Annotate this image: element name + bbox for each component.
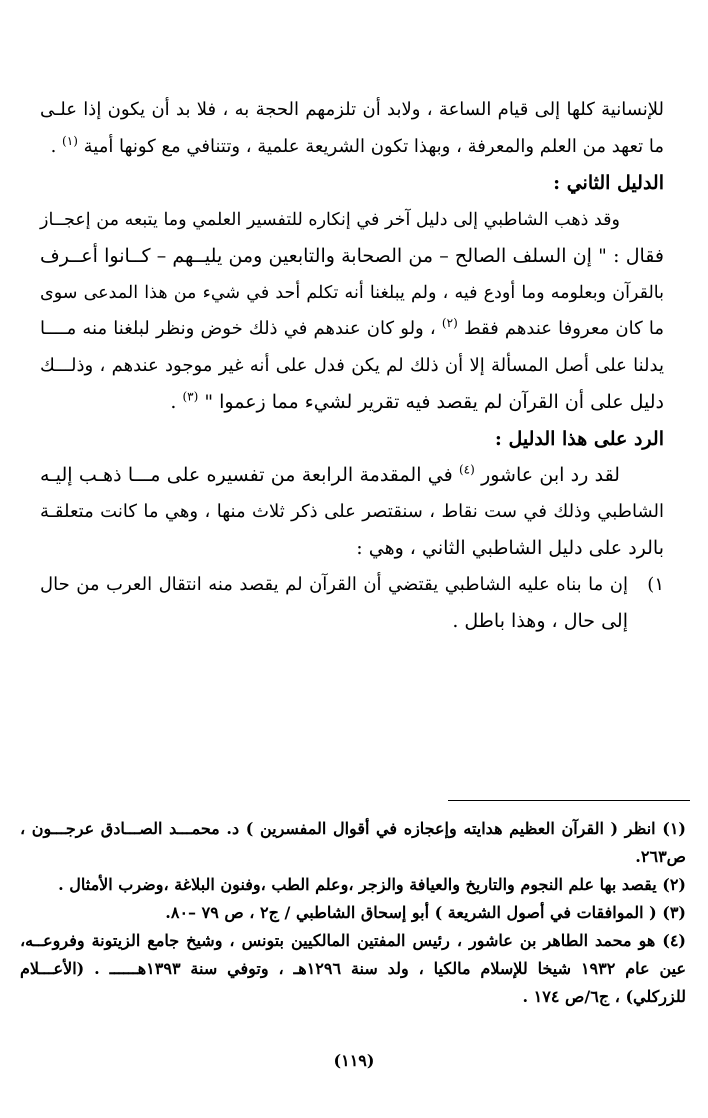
paragraph-line: فقال : " إن السلف الصالح – من الصحابة والتابعين ومن يليــهم – كــانوا أعــرف <box>40 245 664 267</box>
list-item: ١) إن ما بناه عليه الشاطبي يقتضي أن القرآن لم يقصد منه انتقال العرب من حال <box>40 567 664 604</box>
body-text <box>40 92 664 640</box>
section-heading: الرد على هذا الدليل : <box>494 427 664 450</box>
paragraph-line: ما تعهد من العلم والمعرفة ، وبهذا تكون الشريعة علمية ، وتتنافي مع كونها أمية $^{(١)}$ . <box>50 133 664 157</box>
footnote-ref: (٤) <box>458 462 475 477</box>
paragraph-line: بالرد على دليل الشاطبي الثاني ، وهي : <box>356 537 664 559</box>
footnote-line: للزركلي) ، ج٦/ص ١٧٤ . <box>522 987 686 1006</box>
paragraph-line: ما كان معروفا عندهم فقط $^{(٢)}$ ، ولو كان عندهم في ذلك خوض ونظر لبلغنا منه مــــا <box>40 316 664 339</box>
footnote-line: ص٢٦٣. <box>635 847 686 866</box>
footnote-ref: (٣) <box>182 389 199 404</box>
list-number: ١) <box>647 573 664 595</box>
section-heading: الدليل الثاني : <box>553 172 664 194</box>
paragraph-line: الشاطبي وذلك في ست نقاط ، سنقتصر على ذكر ثلاث منها ، وهي ما كانت متعلقـة <box>40 500 664 522</box>
footnote-line: (٤) هو محمد الطاهر بن عاشور ، رئيس المفتين المالكيين بتونس ، وشيخ جامع الزيتونة وفروعــه، <box>20 931 686 950</box>
paragraph-line: دليل على أن القرآن لم يقصد فيه تقرير لشيء مما زعموا " $^{(٣)}$ . <box>170 389 664 413</box>
paragraph-line: يدلنا على أصل المسألة إلا أن ذلك لم يكن فدل على أنه غير موجود عندهم ، وذلـــك <box>40 354 664 376</box>
page-number: (١١٩) <box>333 1051 375 1070</box>
footnote-line: (١) انظر ( القرآن العظيم هدايته وإعجازه في أقوال المفسرين ) د. محمـــد الصـــادق عرجـــون ، <box>20 819 686 838</box>
footnote-line: (٢) يقصد بها علم النجوم والتاريخ والعيافة والزجر ،وعلم الطب ،وفنون البلاغة ،وضرب الأمثال . <box>58 875 686 894</box>
footnote-separator <box>448 800 690 801</box>
paragraph-line: بالقرآن وبعلومه وما أودع فيه ، ولم يبلغنا أنه تكلم أحد في شيء من هذا المدعى سوى <box>40 282 664 303</box>
list-item-continuation: إلى حال ، وهذا باطل . <box>452 610 628 632</box>
paragraph-line: للإنسانية كلها إلى قيام الساعة ، ولابد أن تلزمهم الحجة به ، فلا بد أن يكون إذا علـى <box>40 99 664 120</box>
footnote-ref: (٢) <box>441 316 458 330</box>
footnote-line: عين عام ١٩٣٢ شيخا للإسلام مالكيا ، ولد سنة ١٢٩٦هـ ، وتوفي سنة ١٣٩٣هــــــ . (الأعـــلام <box>20 959 687 978</box>
paragraph-line: لقد رد ابن عاشور $^{(٤)}$ في المقدمة الرابعة من تفسيره على مـــا ذهـب إليـه <box>40 462 620 486</box>
paragraph-line: وقد ذهب الشاطبي إلى دليل آخر في إنكاره للتفسير العلمي وما يتبعه من إعجــاز <box>40 209 620 230</box>
footnotes <box>20 815 686 1011</box>
footnote-line: (٣) ( الموافقات في أصول الشريعة ) أبو إسحاق الشاطبي / ج٢ ، ص ٧٩ –٨٠. <box>165 903 686 922</box>
footnote-ref: (١) <box>62 133 78 148</box>
